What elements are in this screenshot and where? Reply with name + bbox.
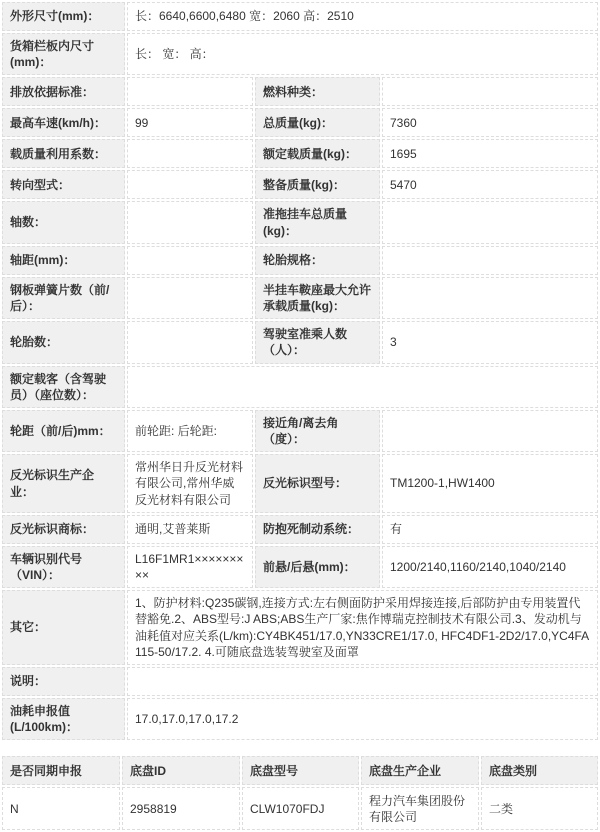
label-rated-passengers: 额定载客（含驾驶员）（座位数）： [2, 366, 125, 408]
chassis-value-same-period-declared: N [2, 787, 120, 830]
chassis-value-chassis-model: CLW1070FDJ [242, 787, 359, 830]
label-abs: 防抱死制动系统： [255, 515, 380, 544]
row-axles-trailermass [2, 201, 598, 243]
chassis-header-chassis-category: 底盘类别 [481, 756, 598, 785]
chassis-header-row [2, 756, 598, 785]
value-tire-count [127, 321, 253, 363]
value-reflective-model: TM1200-1,HW1400 [382, 454, 598, 513]
value-remarks [127, 667, 598, 696]
row-remarks [2, 667, 598, 696]
label-steering-type: 转向型式： [2, 170, 125, 199]
label-rated-load: 额定载质量(kg)： [255, 139, 380, 168]
label-saddle-max-mass: 半挂车鞍座最大允许承载质量(kg)： [255, 277, 380, 319]
value-cargo-box-dimensions: 长： 宽： 高： [127, 33, 598, 75]
label-cab-passengers: 驾驶室准乘人数（人）： [255, 321, 380, 363]
value-overall-dimensions: 长：6640,6600,6480 宽：2060 高：2510 [127, 2, 598, 31]
row-massutil-ratedload [2, 139, 598, 168]
label-mass-utilization: 载质量利用系数： [2, 139, 125, 168]
value-vin: L16F1MR1××××××××× [127, 546, 253, 588]
row-track-angles [2, 410, 598, 452]
row-tirecount-cabseats [2, 321, 598, 363]
value-max-speed: 99 [127, 108, 253, 137]
label-overhang: 前悬/后悬(mm)： [255, 546, 380, 588]
chassis-header-chassis-model: 底盘型号 [242, 756, 359, 785]
value-trailer-total-mass [382, 201, 598, 243]
label-vin: 车辆识别代号（VIN）： [2, 546, 125, 588]
row-overall-dimensions [2, 2, 598, 31]
value-abs: 有 [382, 515, 598, 544]
label-tire-count: 轮胎数： [2, 321, 125, 363]
value-emission-standard [127, 77, 253, 106]
value-rated-passengers [127, 366, 598, 408]
label-overall-dimensions: 外形尺寸(mm)： [2, 2, 125, 31]
value-saddle-max-mass [382, 277, 598, 319]
value-wheelbase [127, 246, 253, 275]
label-fuel-type: 燃料种类： [255, 77, 380, 106]
value-approach-departure-angle [382, 410, 598, 452]
value-curb-mass: 5470 [382, 170, 598, 199]
label-other: 其它： [2, 590, 125, 665]
label-fuel-consumption-declared: 油耗申报值(L/100km)： [2, 698, 125, 740]
label-wheelbase: 轴距(mm)： [2, 246, 125, 275]
value-rated-load: 1695 [382, 139, 598, 168]
row-other [2, 590, 598, 665]
value-overhang: 1200/2140,1160/2140,1040/2140 [382, 546, 598, 588]
label-total-mass: 总质量(kg)： [255, 108, 380, 137]
row-speed-mass [2, 108, 598, 137]
row-rated-passengers [2, 366, 598, 408]
label-approach-departure-angle: 接近角/离去角（度）： [255, 410, 380, 452]
chassis-header-same-period-declared: 是否同期申报 [2, 756, 120, 785]
value-reflective-manufacturer: 常州华日升反光材料有限公司,常州华威反光材料有限公司 [127, 454, 253, 513]
value-reflective-brand: 通明,艾普莱斯 [127, 515, 253, 544]
label-emission-standard: 排放依据标准： [2, 77, 125, 106]
chassis-value-chassis-manufacturer: 程力汽车集团股份有限公司 [361, 787, 479, 830]
row-wheelbase-tirespec [2, 246, 598, 275]
label-trailer-total-mass: 准拖挂车总质量(kg)： [255, 201, 380, 243]
row-cargo-box-dimensions [2, 33, 598, 75]
label-tire-spec: 轮胎规格： [255, 246, 380, 275]
row-steering-curbmass [2, 170, 598, 199]
chassis-header-chassis-manufacturer: 底盘生产企业 [361, 756, 479, 785]
value-steering-type [127, 170, 253, 199]
value-fuel-type [382, 77, 598, 106]
value-tire-spec [382, 246, 598, 275]
chassis-value-chassis-id: 2958819 [122, 787, 240, 830]
label-max-speed: 最高车速(km/h)： [2, 108, 125, 137]
label-leaf-springs: 钢板弹簧片数（前/后）： [2, 277, 125, 319]
value-mass-utilization [127, 139, 253, 168]
chassis-table [0, 754, 600, 832]
label-axle-count: 轴数： [2, 201, 125, 243]
value-total-mass: 7360 [382, 108, 598, 137]
value-fuel-consumption-declared: 17.0,17.0,17.0,17.2 [127, 698, 598, 740]
value-leaf-springs [127, 277, 253, 319]
value-other: 1、防护材料:Q235碳钢,连接方式:左右侧面防护采用焊接连接,后部防护由专用装置代替豁免.2、ABS型号:J ABS;ABS生产厂家:焦作博瑞克控制技术有限公司.3、发动机与油耗值对应关系(L/km):CY4BK451/17.0,YN33CRE1/17.0, HFC4DF1-2D2/17.0,YC4FA115-50/17.2. 4.可随底盘选装驾驶室及面罩 [127, 590, 598, 665]
chassis-header-chassis-id: 底盘ID [122, 756, 240, 785]
row-emission-fuel [2, 77, 598, 106]
value-cab-passengers: 3 [382, 321, 598, 363]
row-reflective-brand-abs [2, 515, 598, 544]
row-fuel-consumption [2, 698, 598, 740]
chassis-data-row [2, 787, 598, 830]
label-remarks: 说明： [2, 667, 125, 696]
row-reflective-mfr-model [2, 454, 598, 513]
label-reflective-brand: 反光标识商标： [2, 515, 125, 544]
chassis-value-chassis-category: 二类 [481, 787, 598, 830]
label-cargo-box-dimensions: 货箱栏板内尺寸(mm)： [2, 33, 125, 75]
label-reflective-model: 反光标识型号： [255, 454, 380, 513]
row-springs-saddlemass [2, 277, 598, 319]
label-curb-mass: 整备质量(kg)： [255, 170, 380, 199]
value-axle-count [127, 201, 253, 243]
value-track-width: 前轮距: 后轮距: [127, 410, 253, 452]
label-track-width: 轮距（前/后)mm： [2, 410, 125, 452]
label-reflective-manufacturer: 反光标识生产企业： [2, 454, 125, 513]
row-vin-overhang [2, 546, 598, 588]
